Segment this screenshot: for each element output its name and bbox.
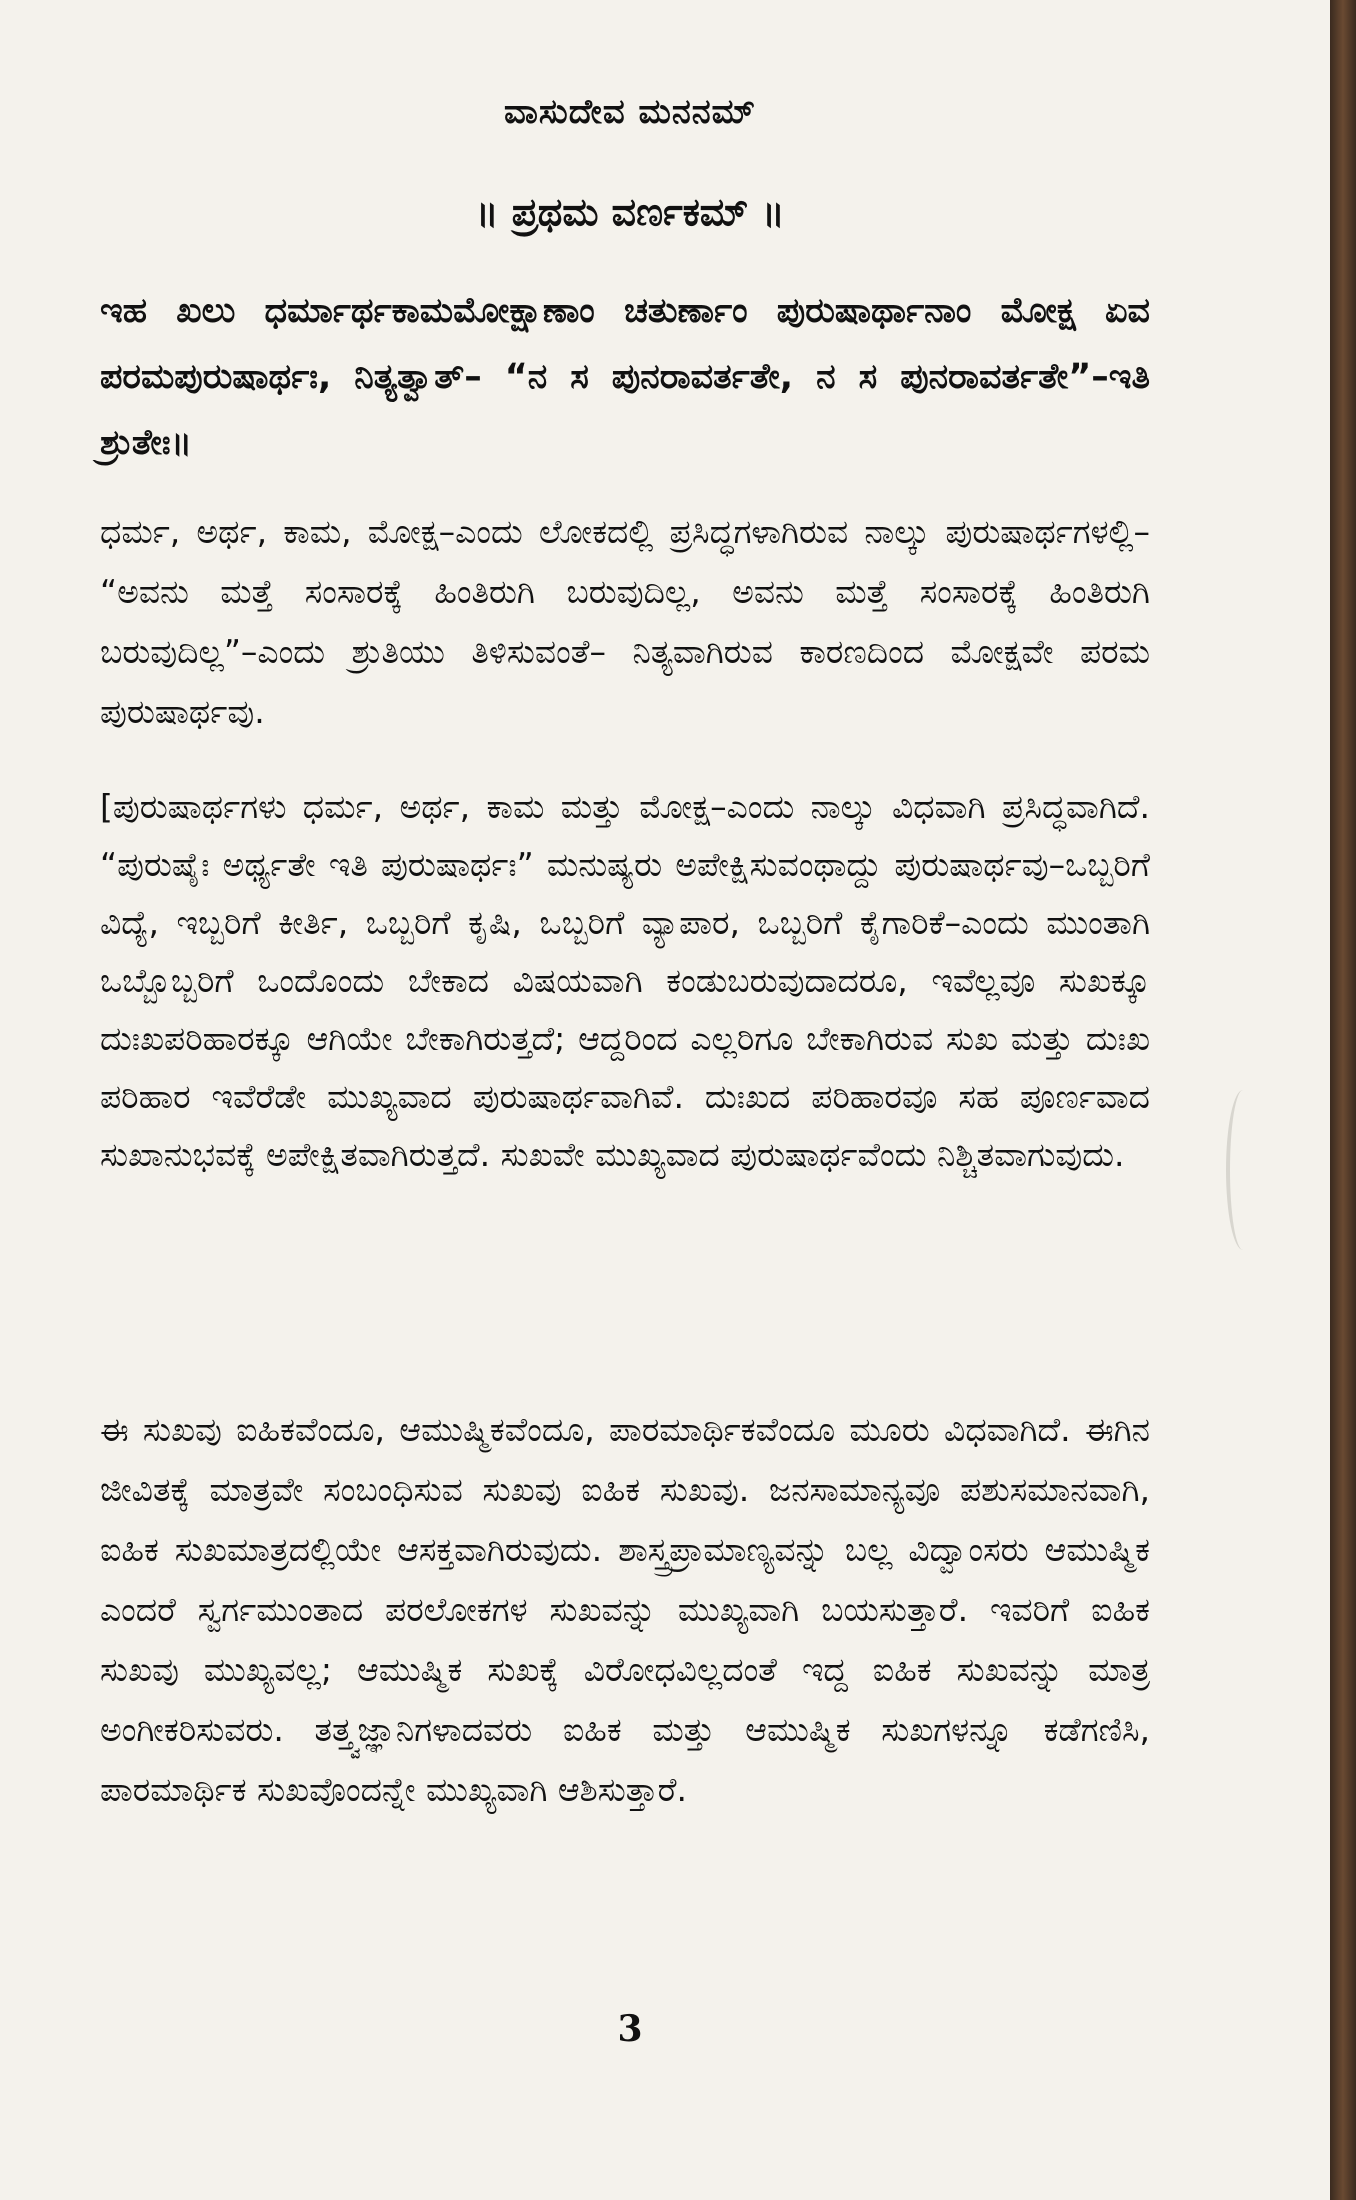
page-curl-shadow <box>1226 1090 1260 1250</box>
paragraph-3 <box>100 1400 1150 1820</box>
chapter-title: ॥ ಪ್ರಥಮ ವರ್ಣಕಮ್ ॥ <box>475 190 785 234</box>
running-head: ವಾಸುದೇವ ಮನನಮ್ <box>504 92 756 132</box>
sanskrit-passage <box>100 278 1150 476</box>
paragraph-2 <box>100 778 1150 1184</box>
page-number: 3 <box>617 2008 643 2050</box>
paragraph-2-text: [ಪುರುಷಾರ್ಥಗಳು ಧರ್ಮ, ಅರ್ಥ, ಕಾಮ ಮತ್ತು ಮೋಕ್ಷ–ಎಂದು ನಾಲ್ಕು ವಿಧವಾಗಿ ಪ್ರಸಿದ್ಧವಾಗಿದೆ. “ಪುರುಷೈಃ ಅರ್ಥ್ಯತೇ ಇತಿ ಪುರುಷಾರ್ಥಃ” ಮನುಷ್ಯರು ಅಪೇಕ್ಷಿಸುವಂಥಾದ್ದು ಪುರುಷಾರ್ಥವು–ಒಬ್ಬರಿಗೆ ವಿದ್ಯೆ, ಇಬ್ಬರಿಗೆ ಕೀರ್ತಿ, ಒಬ್ಬರಿಗೆ ಕೃಷಿ, ಒಬ್ಬರಿಗೆ ವ್ಯಾಪಾರ, ಒಬ್ಬರಿಗೆ ಕೈಗಾರಿಕೆ–ಎಂದು ಮುಂತಾಗಿ ಒಬ್ಬೊಬ್ಬರಿಗೆ ಒಂದೊಂದು ಬೇಕಾದ ವಿಷಯವಾಗಿ ಕಂಡುಬರುವುದಾದರೂ, ಇವೆಲ್ಲವೂ ಸುಖಕ್ಕೂ ದುಃಖಪರಿಹಾರಕ್ಕೂ ಆಗಿಯೇ ಬೇಕಾಗಿರುತ್ತದೆ; ಆದ್ದರಿಂದ ಎಲ್ಲರಿಗೂ ಬೇಕಾಗಿರುವ ಸುಖ ಮತ್ತು ದುಃಖ ಪರಿಹಾರ ಇವೆರೆಡೇ ಮುಖ್ಯವಾದ ಪುರುಷಾರ್ಥವಾಗಿವೆ. ದುಃಖದ ಪರಿಹಾರವೂ ಸಹ ಪೂರ್ಣವಾದ ಸುಖಾನುಭವಕ್ಕೆ ಅಪೇಕ್ಷಿತವಾಗಿರುತ್ತದೆ. ಸುಖವೇ ಮುಖ್ಯವಾದ ಪುರುಷಾರ್ಥವೆಂದು ನಿಶ್ಚಿತವಾಗುವುದು. <box>100 787 1150 1174</box>
sanskrit-text: ಇಹ ಖಲು ಧರ್ಮಾರ್ಥಕಾಮಮೋಕ್ಷಾಣಾಂ ಚತುರ್ಣಾಂ ಪುರುಷಾರ್ಥಾನಾಂ ಮೋಕ್ಷ ಏವ ಪರಮಪುರುಷಾರ್ಥಃ, ನಿತ್ಯತ್ವಾತ್– “ನ ಸ ಪುನರಾವರ್ತತೇ, ನ ಸ ಪುನರಾವರ್ತತೇ”–ಇತಿ ಶ್ರುತೇಃ॥ <box>100 291 1150 463</box>
paragraph-3-text: ಈ ಸುಖವು ಐಹಿಕವೆಂದೂ, ಆಮುಷ್ಮಿಕವೆಂದೂ, ಪಾರಮಾರ್ಥಿಕವೆಂದೂ ಮೂರು ವಿಧವಾಗಿದೆ. ಈಗಿನ ಜೀವಿತಕ್ಕೆ ಮಾತ್ರವೇ ಸಂಬಂಧಿಸುವ ಸುಖವು ಐಹಿಕ ಸುಖವು. ಜನಸಾಮಾನ್ಯವೂ ಪಶುಸಮಾನವಾಗಿ, ಐಹಿಕ ಸುಖಮಾತ್ರದಲ್ಲಿಯೇ ಆಸಕ್ತವಾಗಿರುವುದು. ಶಾಸ್ತ್ರಪ್ರಾಮಾಣ್ಯವನ್ನು ಬಲ್ಲ ವಿದ್ವಾಂಸರು ಆಮುಷ್ಮಿಕ ಎಂದರೆ ಸ್ವರ್ಗಮುಂತಾದ ಪರಲೋಕಗಳ ಸುಖವನ್ನು ಮುಖ್ಯವಾಗಿ ಬಯಸುತ್ತಾರೆ. ಇವರಿಗೆ ಐಹಿಕ ಸುಖವು ಮುಖ್ಯವಲ್ಲ; ಆಮುಷ್ಮಿಕ ಸುಖಕ್ಕೆ ವಿರೋಧವಿಲ್ಲದಂತೆ ಇದ್ದ ಐಹಿಕ ಸುಖವನ್ನು ಮಾತ್ರ ಅಂಗೀಕರಿಸುವರು. ತತ್ತ್ವಜ್ಞಾನಿಗಳಾದವರು ಐಹಿಕ ಮತ್ತು ಆಮುಷ್ಮಿಕ ಸುಖಗಳನ್ನೂ ಕಡೆಗಣಿಸಿ, ಪಾರಮಾರ್ಥಿಕ ಸುಖವೊಂದನ್ನೇ ಮುಖ್ಯವಾಗಿ ಆಶಿಸುತ್ತಾರೆ. <box>100 1410 1150 1809</box>
background-edge <box>1330 0 1356 2200</box>
paragraph-1-text: ಧರ್ಮ, ಅರ್ಥ, ಕಾಮ, ಮೋಕ್ಷ–ಎಂದು ಲೋಕದಲ್ಲಿ ಪ್ರಸಿದ್ಧಗಳಾಗಿರುವ ನಾಲ್ಕು ಪುರುಷಾರ್ಥಗಳಲ್ಲಿ– “ಅವನು ಮತ್ತೆ ಸಂಸಾರಕ್ಕೆ ಹಿಂತಿರುಗಿ ಬರುವುದಿಲ್ಲ, ಅವನು ಮತ್ತೆ ಸಂಸಾರಕ್ಕೆ ಹಿಂತಿರುಗಿ ಬರುವುದಿಲ್ಲ”–ಎಂದು ಶ್ರುತಿಯು ತಿಳಿಸುವಂತೆ– ನಿತ್ಯವಾಗಿರುವ ಕಾರಣದಿಂದ ಮೋಕ್ಷವೇ ಪರಮ ಪುರುಷಾರ್ಥವು. <box>100 512 1150 731</box>
paragraph-1 <box>100 502 1150 742</box>
